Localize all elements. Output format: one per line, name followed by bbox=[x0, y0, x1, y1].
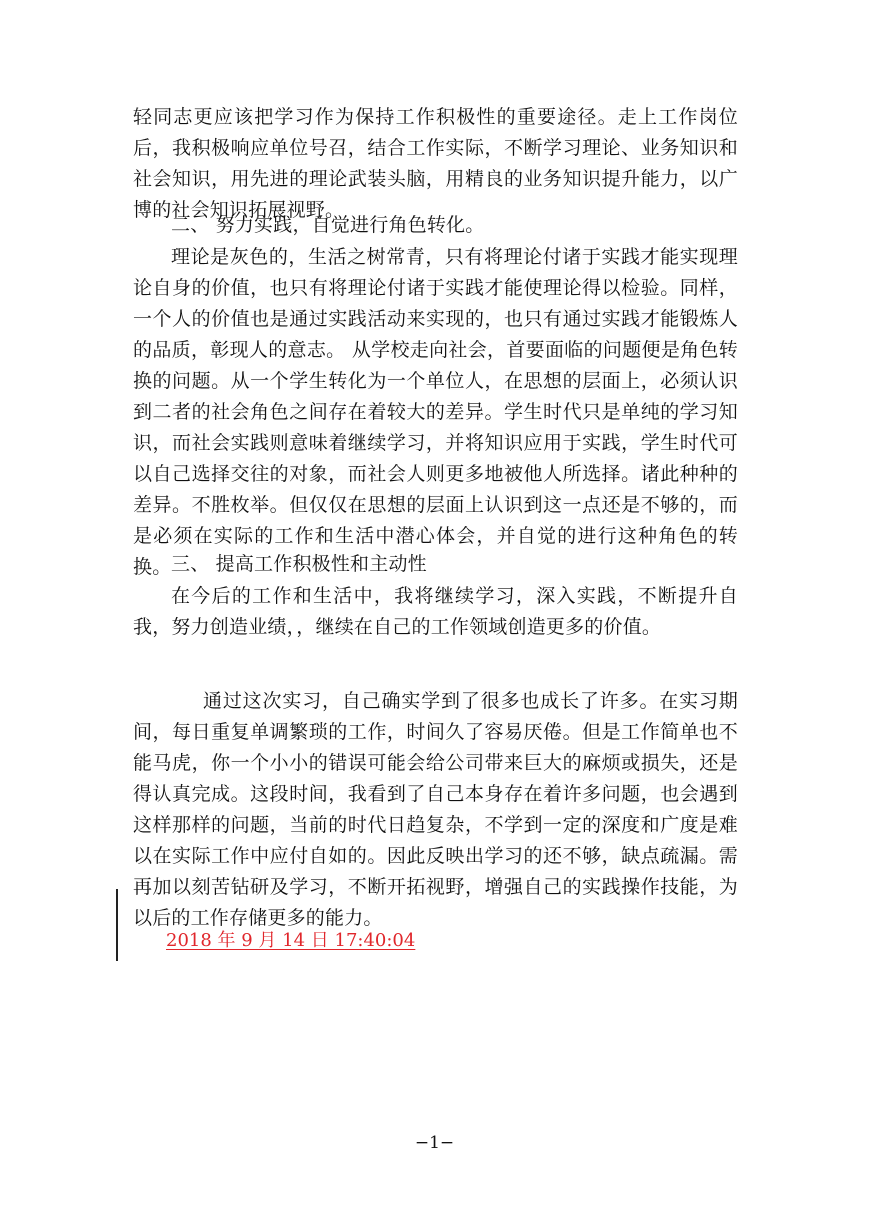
paragraph-summary: 通过这次实习，自己确实学到了很多也成长了许多。在实习期间，每日重复单调繁琐的工作，时间久了容易厌倦。但是工作简单也不能马虎，你一个小小的错误可能会给公司带来巨大的麻烦或损失，还是得认真完成。这段时间，我看到了自己本身存在着许多问题，也会遇到这样那样的问题，当前的时代日趋复杂，不学到一定的深度和广度是难以在实际工作中应付自如的。因此反映出学习的还不够，缺点疏漏。需再加以刻苦钻研及学习，不断开拓视野，增强自己的实践操作技能，为以后的工作存储更多的能力。 bbox=[133, 690, 738, 929]
paragraph-section-2: 理论是灰色的，生活之树常青，只有将理论付诸于实践才能实现理论自身的价值，也只有将理论付诸于实践才能使理论得以检验。同样，一个人的价值也是通过实践活动来实现的，也只有通过实践才能锻炼人的品质，彰现人的意志。 从学校走向社会，首要面临的问题便是角色转换的问题。从一个学生转化为一个单位人，在思想的层面上，必须认识到二者的社会角色之间存在着较大的差异。学生时代只是单纯的学习知识，而社会实践则意味着继续学习，并将知识应用于实践，学生时代可以自己选择交往的对象，而社会人则更多地被他人所选择。诸此种种的差异。不胜枚举。但仅仅在思想的层面上认识到这一点还是不够的，而是必须在实际的工作和生活中潜心体会，并自觉的进行这种角色的转换。 bbox=[133, 246, 738, 578]
revision-timestamp: 2018 年 9 月 14 日 17:40:04 bbox=[166, 930, 416, 951]
section-heading-3: 三、 提高工作积极性和主动性 bbox=[171, 553, 427, 575]
section-heading-2: 二、 努力实践，自觉进行角色转化。 bbox=[171, 214, 485, 236]
paragraph-section-3: 在今后的工作和生活中，我将继续学习，深入实践，不断提升自我，努力创造业绩，，继续在自己的工作领域创造更多的价值。 bbox=[133, 585, 738, 638]
revision-change-bar bbox=[116, 889, 118, 961]
paragraph-intro: 轻同志更应该把学习作为保持工作积极性的重要途径。走上工作岗位后，我积极响应单位号召，结合工作实际，不断学习理论、业务知识和社会知识，用先进的理论武装头脑，用精良的业务知识提升能力，以广博的社会知识拓展视野。 bbox=[133, 106, 738, 221]
page-number: −1− bbox=[414, 1133, 455, 1153]
